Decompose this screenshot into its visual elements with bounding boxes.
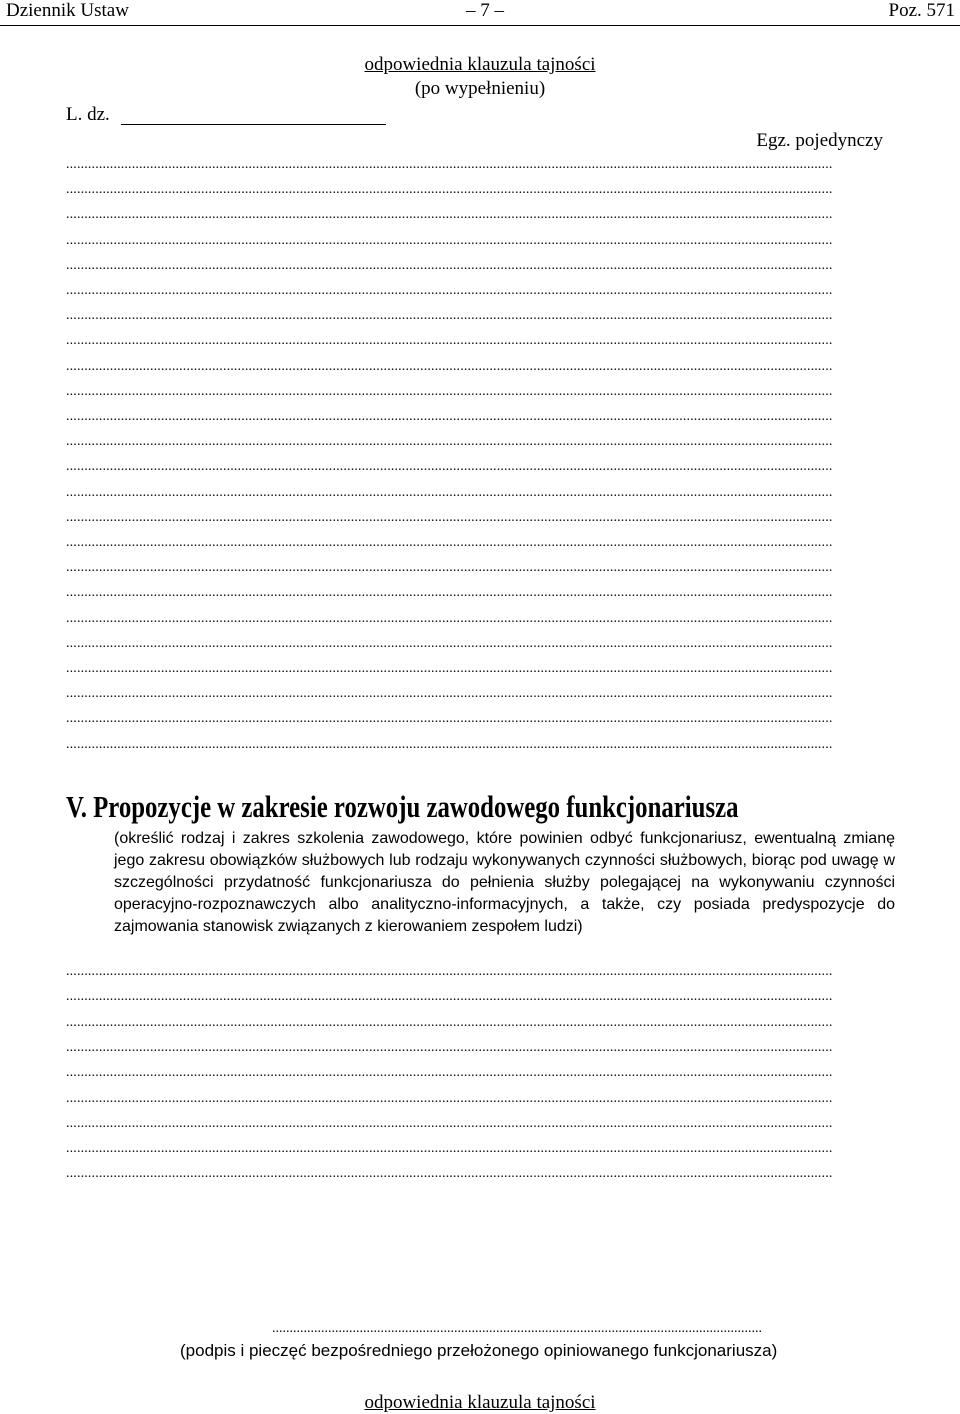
section-description: (określić rodzaj i zakres szkolenia zawodowego, które powinien odbyć funkcjonariusz, ewentualną zmianę jego zakresu obowiązków służbowych lub rodzaju wykonywanych czynności służbowych, biorąc pod uwagę w szczególności przydatność funkcjonariusza do pełnienia służby polegającej na wykonywaniu czynności operacyjno-rozpoznawczych albo analityczno-informacyjnych, a także, czy posiada predyspozycje do zajmowania stanowisk związanych z kierowaniem zespołem ludzi)	[114, 830, 895, 935]
dotted-fill-line[interactable]: ..................................................................................................................................................................................................................	[66, 183, 833, 198]
dotted-fill-line[interactable]: ..................................................................................................................................................................................................................	[66, 687, 833, 702]
dotted-fill-line[interactable]: ..................................................................................................................................................................................................................	[66, 1167, 833, 1182]
dotted-fill-line[interactable]: ..................................................................................................................................................................................................................	[66, 1142, 833, 1157]
dotted-fill-line[interactable]: ..................................................................................................................................................................................................................	[66, 384, 833, 399]
dotted-fill-line[interactable]: ..................................................................................................................................................................................................................	[66, 1116, 833, 1131]
dotted-fill-line[interactable]: ..................................................................................................................................................................................................................	[66, 485, 833, 500]
dotted-fill-line[interactable]: ..................................................................................................................................................................................................................	[66, 208, 833, 223]
dotted-fill-line[interactable]: ..................................................................................................................................................................................................................	[66, 309, 833, 324]
dotted-fill-line[interactable]: ..................................................................................................................................................................................................................	[66, 510, 833, 525]
dotted-fill-line[interactable]: ..................................................................................................................................................................................................................	[66, 258, 833, 273]
classification-clause-bottom: odpowiednia klauzula tajności	[364, 1392, 596, 1413]
classification-clause-top: odpowiednia klauzula tajności	[364, 54, 596, 75]
dotted-fill-line[interactable]: ..................................................................................................................................................................................................................	[66, 359, 833, 374]
dotted-fill-line[interactable]: ..................................................................................................................................................................................................................	[66, 990, 833, 1005]
dotted-fill-line[interactable]: ..................................................................................................................................................................................................................	[66, 1015, 833, 1030]
dotted-fill-line[interactable]: ..................................................................................................................................................................................................................	[66, 435, 833, 450]
dotted-fill-line[interactable]: ..................................................................................................................................................................................................................	[66, 1066, 833, 1081]
dotted-fill-line[interactable]: ..................................................................................................................................................................................................................	[66, 158, 833, 172]
signature-line[interactable]: ............................................................................................................................................	[272, 1322, 762, 1336]
header-position: Poz. 571	[888, 0, 955, 21]
dotted-fill-line[interactable]: ..................................................................................................................................................................................................................	[66, 611, 833, 626]
dotted-fill-line[interactable]: ..................................................................................................................................................................................................................	[66, 586, 833, 601]
dotted-fill-line[interactable]: ..................................................................................................................................................................................................................	[66, 536, 833, 550]
after-filling-note: (po wypełnieniu)	[414, 78, 546, 99]
copy-note: Egz. pojedynczy	[756, 130, 883, 151]
dotted-fill-line[interactable]: ..................................................................................................................................................................................................................	[66, 965, 833, 979]
dotted-fill-line[interactable]: ..................................................................................................................................................................................................................	[66, 636, 833, 651]
ldz-label: L. dz.	[66, 104, 110, 125]
dotted-fill-line[interactable]: ..................................................................................................................................................................................................................	[66, 1040, 833, 1055]
section-title: V. Propozycje w zakresie rozwoju zawodowego funkcjonariusza	[66, 789, 739, 824]
header-page-number: – 7 –	[466, 0, 504, 21]
signature-label: (podpis i pieczęć bezpośredniego przełożonego opiniowanego funkcjonariusza)	[180, 1341, 778, 1360]
dotted-fill-line[interactable]: ..................................................................................................................................................................................................................	[66, 284, 833, 298]
header-journal-name: Dziennik Ustaw	[6, 0, 129, 21]
dotted-fill-line[interactable]: ..................................................................................................................................................................................................................	[66, 334, 833, 349]
header-divider	[0, 25, 960, 26]
dotted-fill-line[interactable]: ..................................................................................................................................................................................................................	[66, 561, 833, 576]
dotted-fill-line[interactable]: ..................................................................................................................................................................................................................	[66, 737, 833, 752]
dotted-fill-line[interactable]: ..................................................................................................................................................................................................................	[66, 233, 833, 248]
dotted-fill-line[interactable]: ..................................................................................................................................................................................................................	[66, 712, 833, 727]
dotted-fill-line[interactable]: ..................................................................................................................................................................................................................	[66, 1091, 833, 1106]
dotted-fill-line[interactable]: ..................................................................................................................................................................................................................	[66, 662, 833, 676]
dotted-fill-line[interactable]: ..................................................................................................................................................................................................................	[66, 460, 833, 475]
ldz-entry-line[interactable]	[121, 124, 386, 125]
dotted-fill-line[interactable]: ..................................................................................................................................................................................................................	[66, 410, 833, 424]
